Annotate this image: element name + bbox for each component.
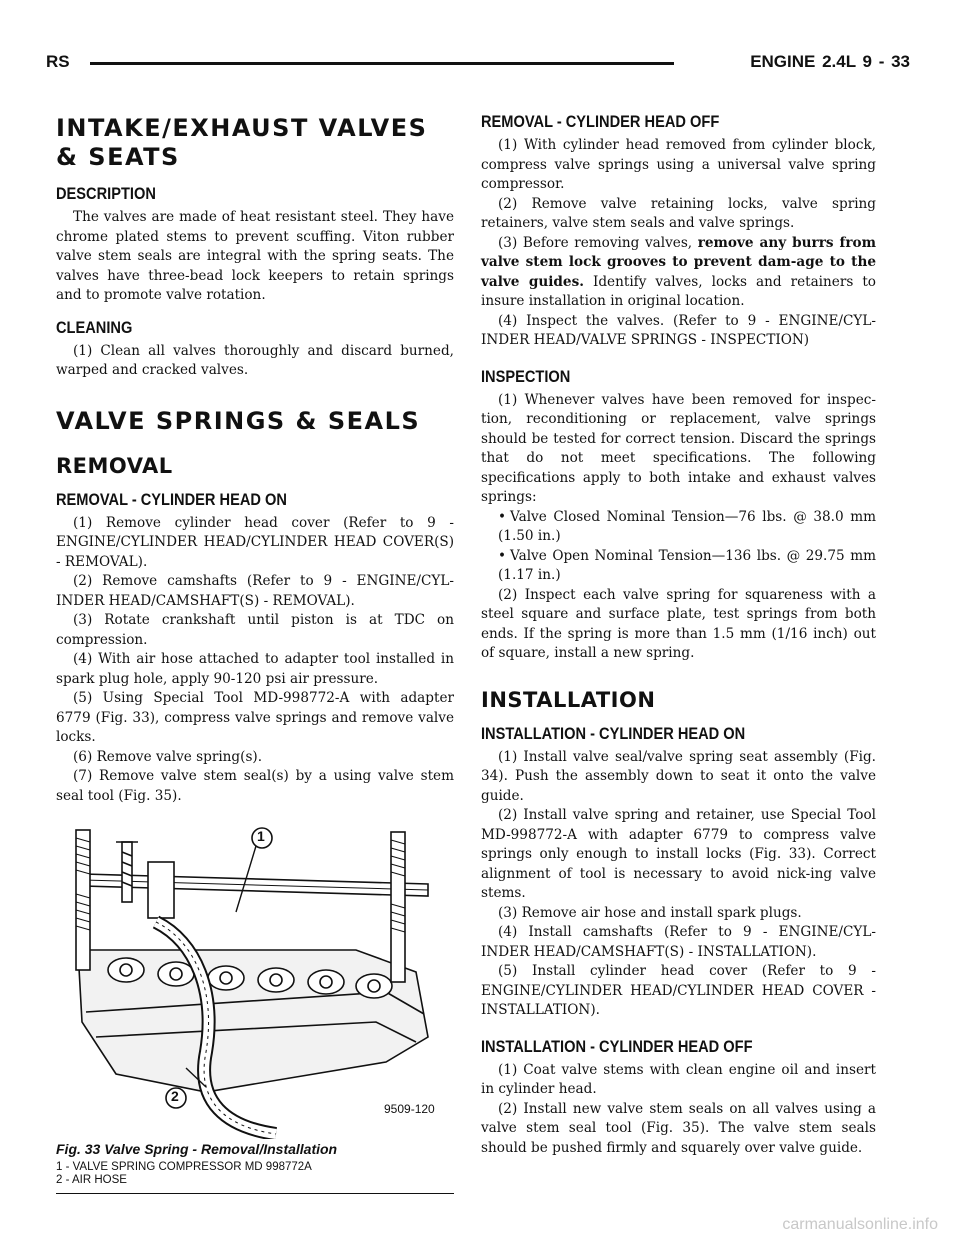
installation-step: (2) Install valve spring and retainer, use Special Tool MD-998772-A with adapter 6779 to compress valve springs only enough to install locks (Fig. 33). Correct alignment of tool is necessary to avoid nick-ing valve stems. [481,807,876,901]
removal-off-step: (1) With cylinder head removed from cylinder block, compress valve springs using a universal valve spring compressor. [481,137,876,192]
heading-removal-head-on: REMOVAL - CYLINDER HEAD ON [56,489,287,509]
heading-description: DESCRIPTION [56,184,156,203]
removal-off-step: (2) Remove valve retaining locks, valve spring retainers, valve stem seals and valve springs. [481,195,876,231]
installation-step: (3) Remove air hose and install spark plugs. [498,904,802,921]
figure-legend-2: 2 - AIR HOSE [56,1174,127,1186]
header-rule [90,62,674,65]
removal-step: (3) Rotate crankshaft until piston is at TDC on compression. [56,612,454,648]
bullet-icon: • [498,508,507,525]
description-paragraph: The valves are made of heat resistant steel. They have chrome plated stems to prevent scuffing. Viton rubber valve stem seals are integral with the spring seats. The valves have three-bead lock keepers to retain springs and to promote valve rotation. [56,209,454,303]
spec-text: Valve Open Nominal Tension—136 lbs. @ 29.75 mm (1.17 in.) [498,547,876,583]
header-section-code: RS [46,52,70,71]
section-title-springs-seals: VALVE SPRINGS & SEALS [56,406,421,435]
heading-cleaning: CLEANING [56,317,133,337]
removal-step: (2) Remove camshafts (Refer to 9 - ENGINE/CYL-INDER HEAD/CAMSHAFT(S) - REMOVAL). [56,573,454,609]
spec-text: Valve Closed Nominal Tension—76 lbs. @ 38.0 mm (1.50 in.) [498,508,876,544]
removal-step: (1) Remove cylinder head cover (Refer to 9 - ENGINE/CYLINDER HEAD/CYLINDER HEAD COVER(S) - REMOVAL). [56,514,454,570]
valve-spring-compressor-drawing [56,822,454,1139]
spec-bullet [481,547,876,586]
removal-step: (4) With air hose attached to adapter tool installed in spark plug hole, apply 90-120 psi air pressure. [56,651,454,687]
removal-step: (7) Remove valve stem seal(s) by a using valve stem seal tool (Fig. 35). [56,768,454,804]
right-column [481,110,876,1158]
bullet-icon: • [498,547,507,564]
heading-removal: REMOVAL [56,453,173,478]
figure-code: 9509-120 [384,1102,435,1116]
removal-off-step: (4) Inspect the valves. (Refer to 9 - ENGINE/CYL-INDER HEAD/VALVE SPRINGS - INSPECTION) [481,312,876,348]
spec-bullet [481,508,876,547]
step-3-rest: Identify valves, locks and retainers to insure installation in original location. [481,273,876,309]
inspection-step: (2) Inspect each valve spring for squareness with a steel square and surface plate, test springs from both ends. If the spring is more than 1.5 mm (1/16 inch) out of square, install a new spring. [481,586,876,661]
callout-2-label: 2 [171,1088,179,1104]
installation-off-step: (1) Coat valve stems with clean engine oil and insert in cylinder head. [481,1061,876,1097]
installation-off-step: (2) Install new valve stem seals on all valves using a valve stem seal tool (Fig. 35). The valve stem seals should be pushed firmly and squarely over valve guide. [481,1100,876,1156]
callout-1-label: 1 [257,828,265,844]
installation-step: (1) Install valve seal/valve spring seat assembly (Fig. 34). Push the assembly down to seat it onto the valve guide. [481,748,876,804]
heading-inspection: INSPECTION [481,366,571,386]
figure-33-illustration [56,822,454,1139]
installation-step: (5) Install cylinder head cover (Refer to 9 - ENGINE/CYLINDER HEAD/CYLINDER HEAD COVER - INSTALLATION). [481,963,876,1018]
heading-installation: INSTALLATION [481,687,656,712]
cleaning-paragraph: (1) Clean all valves thoroughly and discard burned, warped and cracked valves. [56,342,454,378]
installation-step: (4) Install camshafts (Refer to 9 - ENGINE/CYL-INDER HEAD/CAMSHAFT(S) - INSTALLATION). [481,924,876,960]
watermark: carmanualsonline.info [782,1216,938,1233]
left-column [56,110,454,1194]
removal-step: (6) Remove valve spring(s). [73,748,263,765]
header-page-label: ENGINE 2.4L 9 - 33 [750,52,910,71]
figure-legend-1: 1 - VALVE SPRING COMPRESSOR MD 998772A [56,1161,312,1173]
heading-removal-head-off: REMOVAL - CYLINDER HEAD OFF [481,112,720,131]
figure-caption: Fig. 33 Valve Spring - Removal/Installation [56,1141,338,1157]
removal-step: (5) Using Special Tool MD-998772-A with adapter 6779 (Fig. 33), compress valve springs and remove valve locks. [56,690,454,745]
figure-rule [56,1193,454,1194]
step-3-warning: remove any burrs from valve stem lock grooves to prevent dam-age to the valve guides. [481,234,876,290]
section-title-valves-seats: INTAKE/EXHAUST VALVES & SEATS [56,114,428,171]
inspection-step: (1) Whenever valves have been removed for inspec-tion, reconditioning or replacement, valve springs should be tested for correct tension. Discard the springs that do not meet specifications. The following specifications apply to both intake and exhaust valves springs: [481,391,876,505]
step-3-intro: (3) Before removing valves, [498,234,698,251]
heading-installation-head-on: INSTALLATION - CYLINDER HEAD ON [481,723,746,743]
heading-installation-head-off: INSTALLATION - CYLINDER HEAD OFF [481,1036,753,1056]
removal-off-step-3 [481,234,876,312]
page-header [46,52,910,74]
